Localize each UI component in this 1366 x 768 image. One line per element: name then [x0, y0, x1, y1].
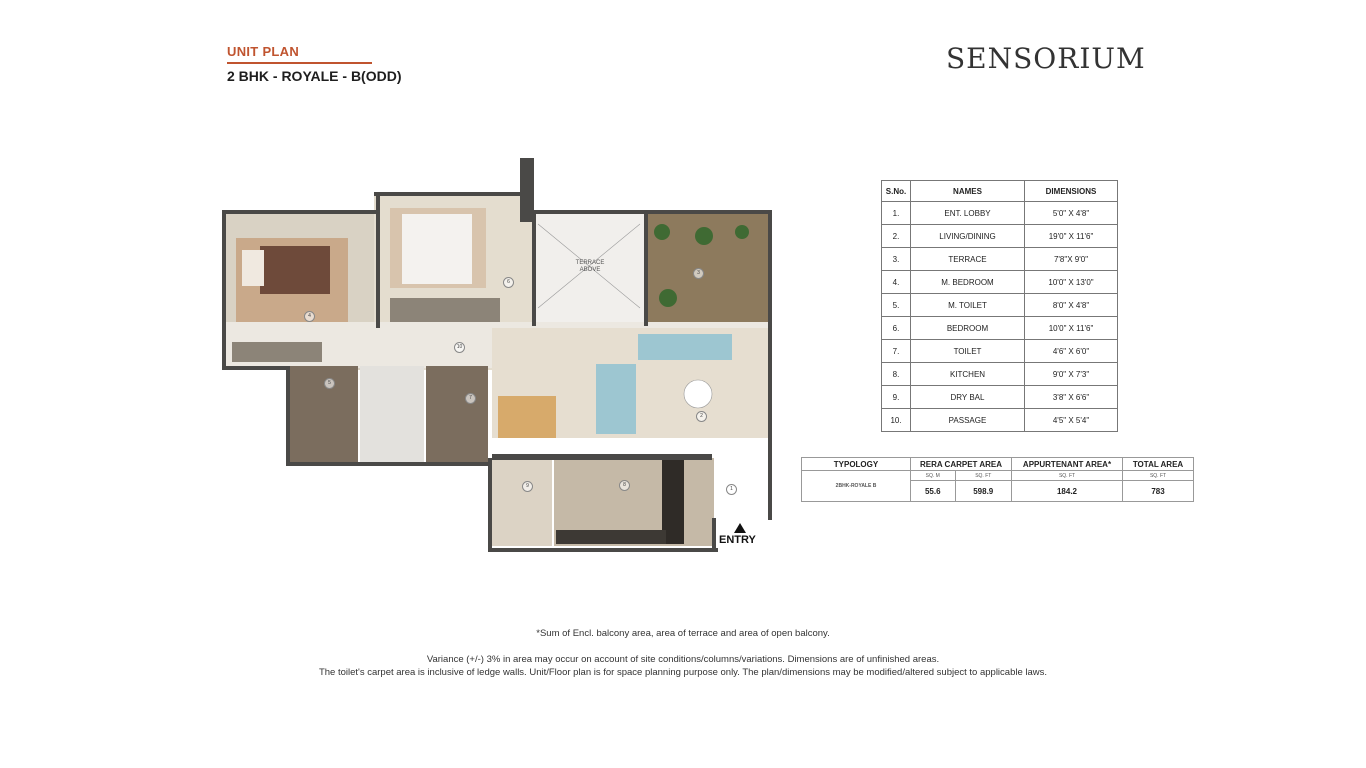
- typology-value: 2BHK-ROYALE B: [802, 471, 911, 502]
- table-row: [882, 363, 1118, 386]
- row-name: M. BEDROOM: [911, 271, 1025, 294]
- row-dim: 4'6" X 6'0": [1025, 340, 1118, 363]
- row-sno: 4.: [882, 271, 911, 294]
- row-dim: 3'8" X 6'6": [1025, 386, 1118, 409]
- row-dim: 10'0" X 11'6": [1025, 317, 1118, 340]
- area-header-row: [802, 458, 1194, 471]
- table-row: [882, 386, 1118, 409]
- dimensions-table: [881, 180, 1118, 432]
- row-sno: 9.: [882, 386, 911, 409]
- row-dim: 5'0" X 4'8": [1025, 202, 1118, 225]
- table-row: [882, 340, 1118, 363]
- row-dim: 8'0" X 4'8": [1025, 294, 1118, 317]
- room-marker-10: 10: [454, 342, 465, 353]
- unit-sqft-rera: SQ. FT: [955, 471, 1011, 481]
- header-total: TOTAL AREA: [1123, 458, 1194, 471]
- appurtenant-value: 184.2: [1012, 481, 1123, 502]
- room-marker-5: 5: [324, 378, 335, 389]
- table-row: [882, 294, 1118, 317]
- row-name: TOILET: [911, 340, 1025, 363]
- header-appurtenant: APPURTENANT AREA*: [1012, 458, 1123, 471]
- unit-sqft-total: SQ. FT: [1123, 471, 1194, 481]
- dimensions-header-row: [882, 181, 1118, 202]
- row-name: TERRACE: [911, 248, 1025, 271]
- rera-sqft-value: 598.9: [955, 481, 1011, 502]
- row-sno: 2.: [882, 225, 911, 248]
- rera-sqm-value: 55.6: [911, 481, 956, 502]
- header-typology: TYPOLOGY: [802, 458, 911, 471]
- row-sno: 6.: [882, 317, 911, 340]
- floor-plan: [222, 158, 774, 553]
- room-marker-2: 2: [696, 411, 707, 422]
- area-table: [801, 457, 1194, 502]
- row-sno: 3.: [882, 248, 911, 271]
- table-row: [882, 409, 1118, 432]
- table-row: [882, 225, 1118, 248]
- unit-sqm: SQ. M: [911, 471, 956, 481]
- room-marker-7: 7: [465, 393, 476, 404]
- brand-logo: SENSORIUM: [946, 42, 1146, 75]
- row-name: ENT. LOBBY: [911, 202, 1025, 225]
- room-marker-9: 9: [522, 481, 533, 492]
- row-name: KITCHEN: [911, 363, 1025, 386]
- row-dim: 19'0" X 11'6": [1025, 225, 1118, 248]
- row-dim: 7'8"X 9'0": [1025, 248, 1118, 271]
- row-dim: 10'0" X 13'0": [1025, 271, 1118, 294]
- table-row: [882, 248, 1118, 271]
- row-sno: 5.: [882, 294, 911, 317]
- unit-title: 2 BHK - ROYALE - B(ODD): [227, 68, 402, 84]
- entry-arrow-icon: [734, 523, 746, 533]
- row-sno: 1.: [882, 202, 911, 225]
- header-rera: RERA CARPET AREA: [911, 458, 1012, 471]
- row-dim: 4'5" X 5'4": [1025, 409, 1118, 432]
- row-name: BEDROOM: [911, 317, 1025, 340]
- unit-sqft-appurtenant: SQ. FT: [1012, 471, 1123, 481]
- row-dim: 9'0" X 7'3": [1025, 363, 1118, 386]
- row-name: M. TOILET: [911, 294, 1025, 317]
- table-row: [882, 202, 1118, 225]
- room-marker-1: 1: [726, 484, 737, 495]
- row-name: PASSAGE: [911, 409, 1025, 432]
- row-sno: 8.: [882, 363, 911, 386]
- terrace-above-label: TERRACE ABOVE: [575, 260, 605, 273]
- header-sno: S.No.: [882, 181, 911, 202]
- footnote-variance: Variance (+/-) 3% in area may occur on account of site conditions/columns/variations. Dimensions are of unfinished areas.: [426, 654, 940, 665]
- room-marker-3: 3: [693, 268, 704, 279]
- unit-plan-rule: [227, 62, 372, 64]
- area-unit-row: [802, 471, 1194, 481]
- footnote-asterisk: *Sum of Encl. balcony area, area of terrace and area of open balcony.: [536, 628, 830, 639]
- row-name: DRY BAL: [911, 386, 1025, 409]
- row-name: LIVING/DINING: [911, 225, 1025, 248]
- table-row: [882, 317, 1118, 340]
- entry-label: ENTRY: [719, 534, 756, 546]
- table-row: [882, 271, 1118, 294]
- floor-plan-drawing: [222, 158, 774, 553]
- row-sno: 10.: [882, 409, 911, 432]
- room-marker-4: 4: [304, 311, 315, 322]
- unit-plan-label: UNIT PLAN: [227, 44, 300, 59]
- total-area-value: 783: [1123, 481, 1194, 502]
- room-marker-8: 8: [619, 480, 630, 491]
- room-marker-6: 6: [503, 277, 514, 288]
- row-sno: 7.: [882, 340, 911, 363]
- header-dimensions: DIMENSIONS: [1025, 181, 1118, 202]
- header-names: NAMES: [911, 181, 1025, 202]
- footnote-disclaimer: The toilet's carpet area is inclusive of ledge walls. Unit/Floor plan is for space planning purpose only. The plan/dimensions may be modified/altered subject to applicable laws.: [318, 667, 1048, 678]
